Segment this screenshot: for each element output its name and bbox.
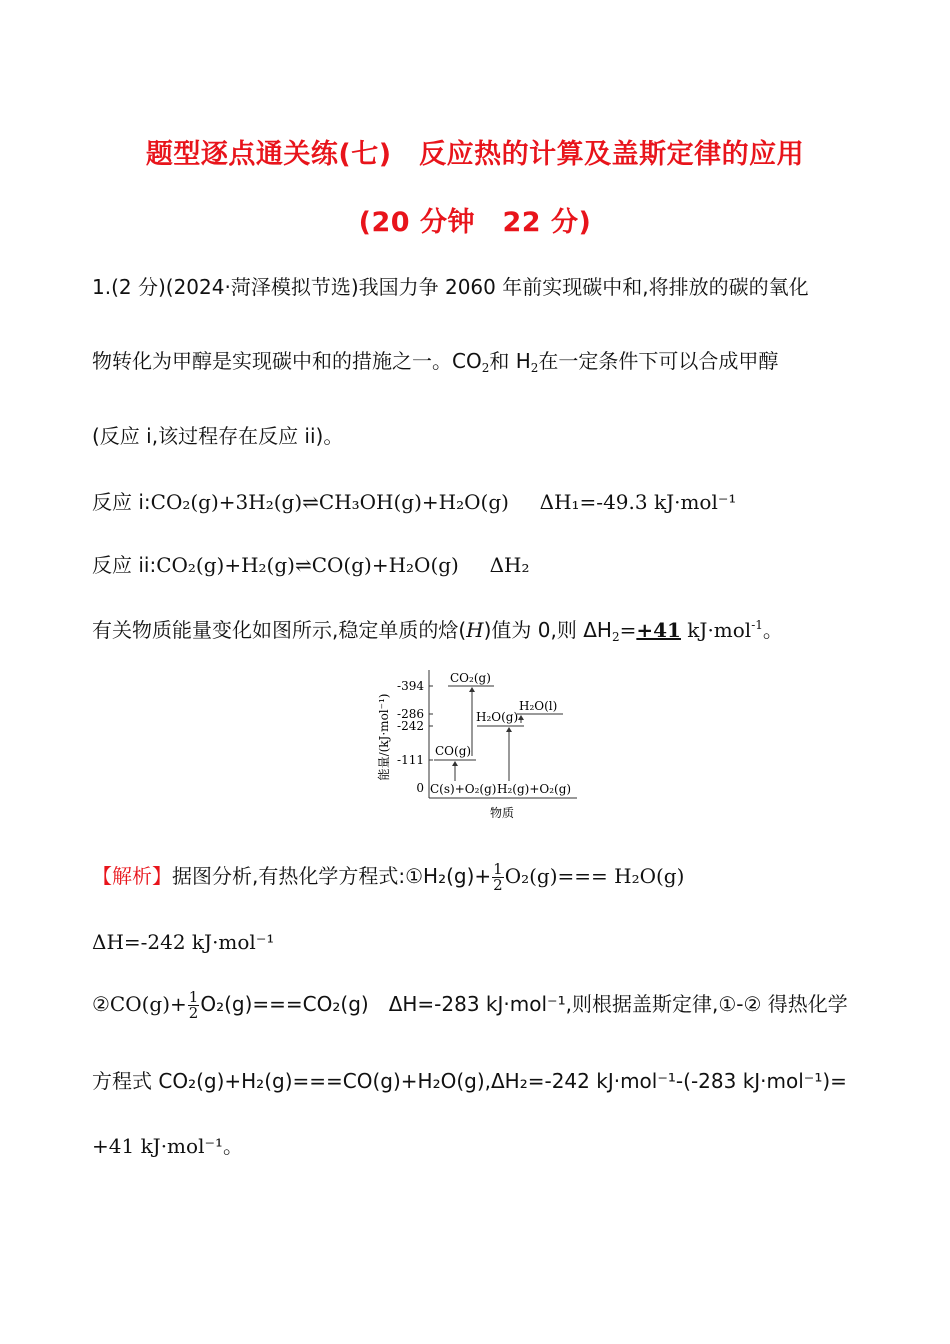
reaction-1-equation: CO₂(g)+3H₂(g)⇌CH₃OH(g)+H₂O(g) [150,490,509,514]
tick-286: -286 [397,707,424,721]
answer-value: +41 [636,618,681,642]
reaction-2-equation: CO₂(g)+H₂(g)⇌CO(g)+H₂O(g) [156,553,459,577]
analysis-line-5: +41 kJ·mol⁻¹。 [92,1134,244,1158]
page-title: 题型逐点通关练(七) 反应热的计算及盖斯定律的应用 [145,139,805,170]
analysis-line-3b: O₂(g)===CO₂(g) ΔH=-283 kJ·mol⁻¹,则根据盖斯定律,①-② 得热化学 [200,992,848,1016]
fraction-den-2: 2 [188,1004,199,1022]
analysis-tag: 【解析】 [92,864,172,888]
question-line-3: (反应 i,该过程存在反应 ii)。 [92,424,344,448]
line6-mid: )值为 0,则 ΔH [483,618,612,642]
fraction-num: 1 [493,860,503,878]
label-co2: CO₂(g) [450,671,491,685]
fraction-den: 2 [493,876,503,894]
question-line-6: 有关物质能量变化如图所示,稳定单质的焓(H)值为 0,则 $\Delta H_2=+41$ kJ·mol$^{-1}$。 [92,618,783,644]
reaction-2-dh-label: ΔH₂ [489,553,530,577]
diagram-xlabel: 物质 [489,806,515,820]
arrow-c-to-co-head [452,761,458,766]
label-co: CO(g) [435,744,472,758]
label-c-o2: C(s)+O₂(g) [430,782,497,796]
analysis-line-2: ΔH=-242 kJ·mol⁻¹ [92,930,275,954]
question-line-1: 1.(2 分)(2024·菏泽模拟节选)我国力争 2060 年前实现碳中和,将排放的碳的氧化 [92,275,809,299]
energy-diagram [372,665,584,825]
question-line-2: 物转化为甲醇是实现碳中和的措施之一。$CO_2$和 $H_2$在一定条件下可以合成甲醇 [92,349,779,375]
question-line-2-post: 在一定条件下可以合成甲醇 [538,349,779,373]
fraction-num-2: 1 [188,988,199,1006]
question-line-2-pre: 物转化为甲醇是实现碳中和的措施之一。CO [92,349,482,373]
line6-pre: 有关物质能量变化如图所示,稳定单质的焓( [92,618,467,642]
arrow-co-to-co2-head [469,687,475,692]
tick-242: -242 [397,719,424,733]
line6-h: H [466,618,484,642]
reaction-2 [92,551,872,579]
analysis-line-3a: ②CO(g)+ [92,992,187,1016]
line6-unit: kJ·mol [680,618,752,642]
label-h2o-g: H₂O(g) [476,710,519,724]
fraction-half-2 [188,990,200,1021]
label-h2-o2: H₂(g)+O₂(g) [497,782,572,796]
analysis-text-1b: O₂(g)=== H₂O(g) [504,864,685,888]
reaction-1 [92,488,872,516]
arrow-h2o-g-to-l-head [518,715,524,720]
analysis-line-1 [92,862,872,893]
tick-0: 0 [416,781,424,795]
line6-eq: = [619,618,637,642]
analysis-line-4: 方程式 CO₂(g)+H₂(g)===CO(g)+H₂O(g),ΔH₂=-242 kJ·mol⁻¹-(-283 kJ·mol⁻¹)= [92,1069,847,1093]
analysis-text-1: 据图分析,有热化学方程式:①H₂(g)+ [172,864,492,888]
label-h2o-l: H₂O(l) [519,699,558,713]
tick-111: -111 [397,753,424,767]
fraction-half [492,862,504,893]
page-subtitle: (20 分钟 22 分) [358,207,592,238]
reaction-2-label: 反应 ii: [92,553,157,577]
arrow-h2-to-h2o-g-head [506,727,512,732]
tick-394: -394 [397,679,424,693]
reaction-1-label: 反应 i: [92,490,151,514]
reaction-1-dh-value: =-49.3 kJ·mol⁻¹ [579,490,737,514]
reaction-1-dh-label: ΔH₁ [539,490,580,514]
diagram-ylabel: 能量/(kJ·mol⁻¹) [377,693,391,781]
analysis-line-3 [92,990,872,1021]
question-line-2-mid: 和 H [489,349,531,373]
line6-end: 。 [762,618,783,642]
